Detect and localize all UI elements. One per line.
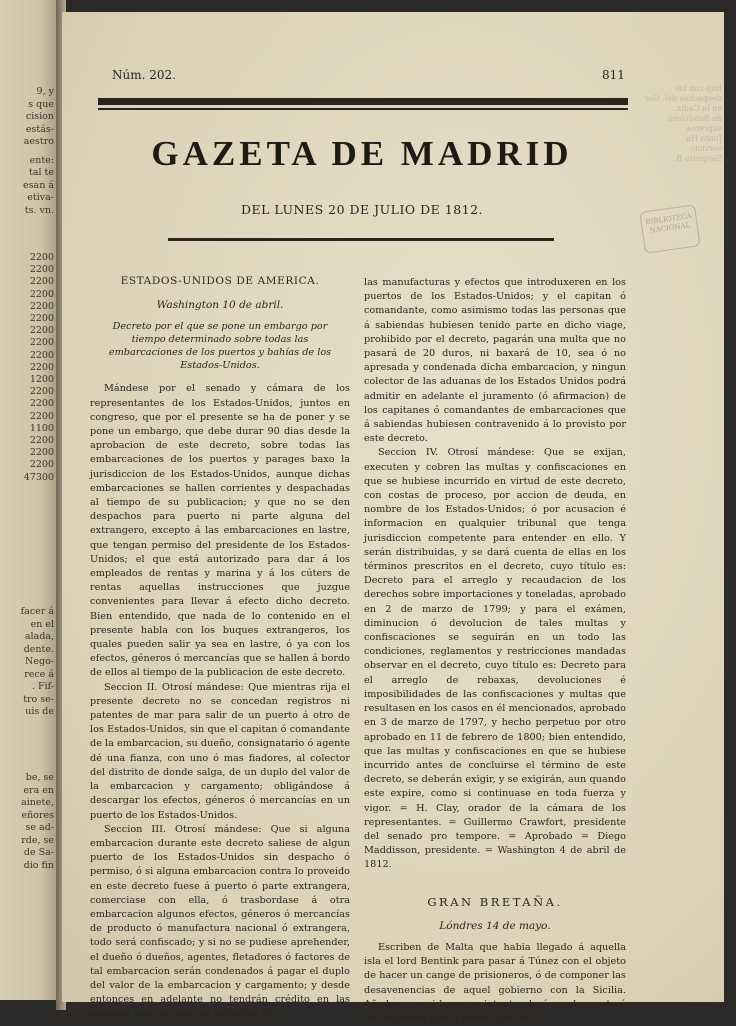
facing-page-fragment: esan á [23,179,54,191]
facing-page-fragment: aestro [23,136,54,147]
facing-page-fragment: era en [23,784,54,796]
section-heading-britain: GRAN BRETAÑA. [427,894,563,909]
issue-date: DEL LUNES 20 DE JULIO DE 1812. [240,202,484,217]
facing-page-fragment: en el [30,618,54,630]
decree-title: Decreto por el que se pone un embargo por tiempo determinado sobre todas las embarcaciones de los puertos y bahías de los Estados-Unidos. [108,321,332,372]
section-heading-usa: ESTADOS-UNIDOS DE AMERICA. [120,275,320,287]
column-right [364,276,626,1026]
facing-page-fragment: 1200 [29,374,54,385]
facing-page-fragment: 2200 [29,410,54,422]
column-left [90,274,350,1022]
page-number: 811 [602,68,625,82]
facing-page-fragment: 2200 [29,349,54,361]
facing-page-fragment: dente. [23,643,54,655]
facing-page-fragment: 2200 [29,386,54,398]
facing-page-fragment: ainete, [21,797,54,808]
facing-page-fragment: ente: [29,154,54,166]
library-stamp: BIBLIOTECA NACIONAL [639,204,700,253]
facing-page-fragment: 47300 [23,471,54,483]
facing-page-fragment: 2200 [29,435,54,446]
facing-page-fragment: eñores [21,809,54,821]
facing-page-fragment: estás- [25,123,54,135]
dateline-washington: Washington 10 de abril. [156,299,284,312]
facing-page-fragment: 2200 [29,447,54,459]
newspaper-page [62,12,724,1024]
facing-page-fragment: tal te [29,167,54,178]
masthead-title: GAZETA DE MADRID [151,134,573,173]
issue-number: Núm. 202. [112,68,176,82]
facing-page-fragment: 2200 [29,325,54,337]
facing-page-fragment: tro se- [23,693,54,705]
facing-page-fragment: dio fin [23,859,54,871]
paragraph: las manufacturas y efectos que introduxeren en los puertos de los Estados-Unidos; y el capitan ó comandante, como asimismo todas las personas que á sabiendas hubiesen tenido parte en dicho viage, prohibido por el decreto, pagarán una multa que no pasará de 20 duros, ni baxará de 10, sea ó no apresada y condenada dicha embarcacion, y ningun colector de las aduanas de los Estados Unidos podrá admitir en adelante el juramento (ó afirmacion) de los capitanes ó comandantes de embarcaciones que á sabiendas hubiesen contravenido á lo provisto por este decreto. [364,277,626,445]
facing-page-fragment: alada, [24,631,54,642]
facing-page-fragment: 2200 [29,313,54,324]
facing-page-fragment: se ad- [25,822,54,833]
facing-page-fragment: s que [28,98,54,110]
facing-page-fragment: 1100 [29,422,54,434]
facing-page-fragment: 2200 [29,288,54,300]
facing-page-fragment: be, se [25,772,54,783]
facing-page-fragment: 2200 [29,300,54,312]
facing-page-fragment: de Sa- [23,847,54,858]
facing-page-fragment: rece á [24,668,54,680]
paragraph: Mándese por el senado y cámara de los representantes de los Estados-Unidos, juntos en congreso, que por el presente se ha de poner y se pone un embargo, que debe durar 90 dias desde la aprobacion de este decreto, sobre todas las embarcaciones de los puertos y parages baxo la jurisdiccion de los Estados-Unidos, aunque dichas embarcaciones se hallen corrientes y despachadas al tiempo de su publicacion; y que no se den despachos para puerto ni parte alguna del extrangero, excepto á las embarcaciones en lastre, que tengan permiso del presidente de los Estados-Unidos; el que está autorizado para dar á los empleados de rentas y marina y á los cúters de rentas aquellas instrucciones que juzgue convenientes para llevar á efecto dicho decreto. Bien entendido, que nada de lo contenido en el presente habla con los buques extrangeros, los quales pueden salir ya sea en lastre, ó ya con los efectos, géneros ó mercancías que se hallen á bordo de ellos al tiempo de la publicacion de este decreto. [90,383,350,679]
facing-page-fragment: 2200 [29,361,54,373]
facing-page-fragment: 2200 [29,398,54,410]
top-rule-thin [98,108,628,110]
facing-page-fragment: . Fif- [31,681,54,692]
paragraph: Seccion II. Otrosí mándese: Que mientras rija el presente decreto no se concedan registros ni patentes de mar para salir de un puerto á otro de los Estados-Unidos, sin que el capitan ó comandante de la embarcacion, su dueño, consignatario ó agente dé una fianza, con uno ó mas fiadores, al colector del distrito de donde salga, de un duplo del valor de la embarcacion y cargamento; obligándose á descargar los efectos, géneros ó mercancías en un puerto de los Estados-Unidos. [90,681,350,821]
paragraph: Seccion III. Otrosí mándese: Que si alguna embarcacion durante este decreto saliese de algun puerto de los Estados-Unidos sin despacho ó permiso, ó si alguna embarcacion contra lo proveido en este decreto fuese á puerto ó parte extrangera, comerciase con ella, ó trasbordase á otra embarcacion algunos efectos, géneros ó mercancías de producto ó manufactura nacional ó extrangera, todo será confiscado; y si no se pudiese aprehender, el dueño ó dueños, agentes, fletadores ó factores de tal embarcacion serán condenados á pagar el duplo del valor de la embarcacion y cargamento; y desde entonces en adelante no tendrán crédito en las aduanas para el pago de derechos de [90,823,350,1020]
top-rule [98,98,628,105]
facing-page-fragment: 9, y [36,86,54,97]
facing-page-fragment: 2200 [29,276,54,288]
dateline-london: Lóndres 14 de mayo. [439,919,551,932]
facing-page-fragment: 2200 [29,459,54,471]
facing-page-fragment: etiva- [27,192,54,203]
paragraph: Seccion IV. Otrosí mándese: Que se exijan, executen y cobren las multas y confiscaciones en que se hubiese incurrido en virtud de este decreto, con costas de proceso, por accion de deuda, en nombre de los Estados-Unidos; ó por acusacion é informacion en qualquier tribunal que tenga jurisdiccion competente para entender en ello. Y serán distribuidas, y se dará cuenta de ellas en los términos prescritos en el decreto, cuyo título es: Decreto para el arreglo y recaudacion de los derechos sobre importaciones y toneladas, aprobado en 2 de marzo de 1799; y para el exámen, diminucion ó devolucion de tales multas y confiscaciones se seguirán en un todo las condiciones, reglamentos y restricciones mandadas observar en el decreto, cuyo título es: Decreto para el arreglo de rebaxas, devoluciones é imposibilidades de las confiscaciones y multas que resultasen en los casos en él mencionados, aprobado en 3 de marzo de 1797, y hecho perpetuo por otro aprobado en 11 de febrero de 1800; bien entendido, que las multas y confiscaciones en que se hubiese incurrido antes de concluirse el término de este decreto, se deberán exigir, y se exigirán, aun quando este expire, como si continuase en toda fuerza y vigor. = H. Clay, orador de la cámara de los representantes. = Guillermo Crawfort, presidente del senado pro tempore. = Aprobado = Diego Maddisson, presidente. = Washington 4 de abril de 1812. [364,447,626,871]
facing-page-fragment: Nego- [25,656,54,667]
facing-page-fragment: 2200 [29,252,54,263]
facing-page-fragment: facer á [20,606,54,617]
facing-page-fragment: 2200 [29,337,54,349]
masthead-rule [168,238,554,241]
facing-page-fragment: rde, se [21,834,54,846]
facing-page-edge [0,0,58,1000]
facing-page-fragment: cision [25,111,54,122]
paragraph: Escriben de Malta que habia llegado á aquella isla el lord Bentink para pasar á Túnez con el objeto de hacer un cange de prisioneros, ó de componer las desavenencias de aquel gobierno con la Sicilia. Añaden que si logra su intento, dará mucho gusto á los sicilianos por lo mucho que su- [364,941,626,1024]
facing-page-fragment: ts. vn. [24,204,54,216]
facing-page-fragment: 2200 [29,264,54,276]
facing-page-fragment: uis de [25,706,54,717]
bleed-through-text: Imp con los despachos del. Gor en la Cadiz. de Bandolero suprema Junta Ha servicio Sargento B. [644,84,722,163]
